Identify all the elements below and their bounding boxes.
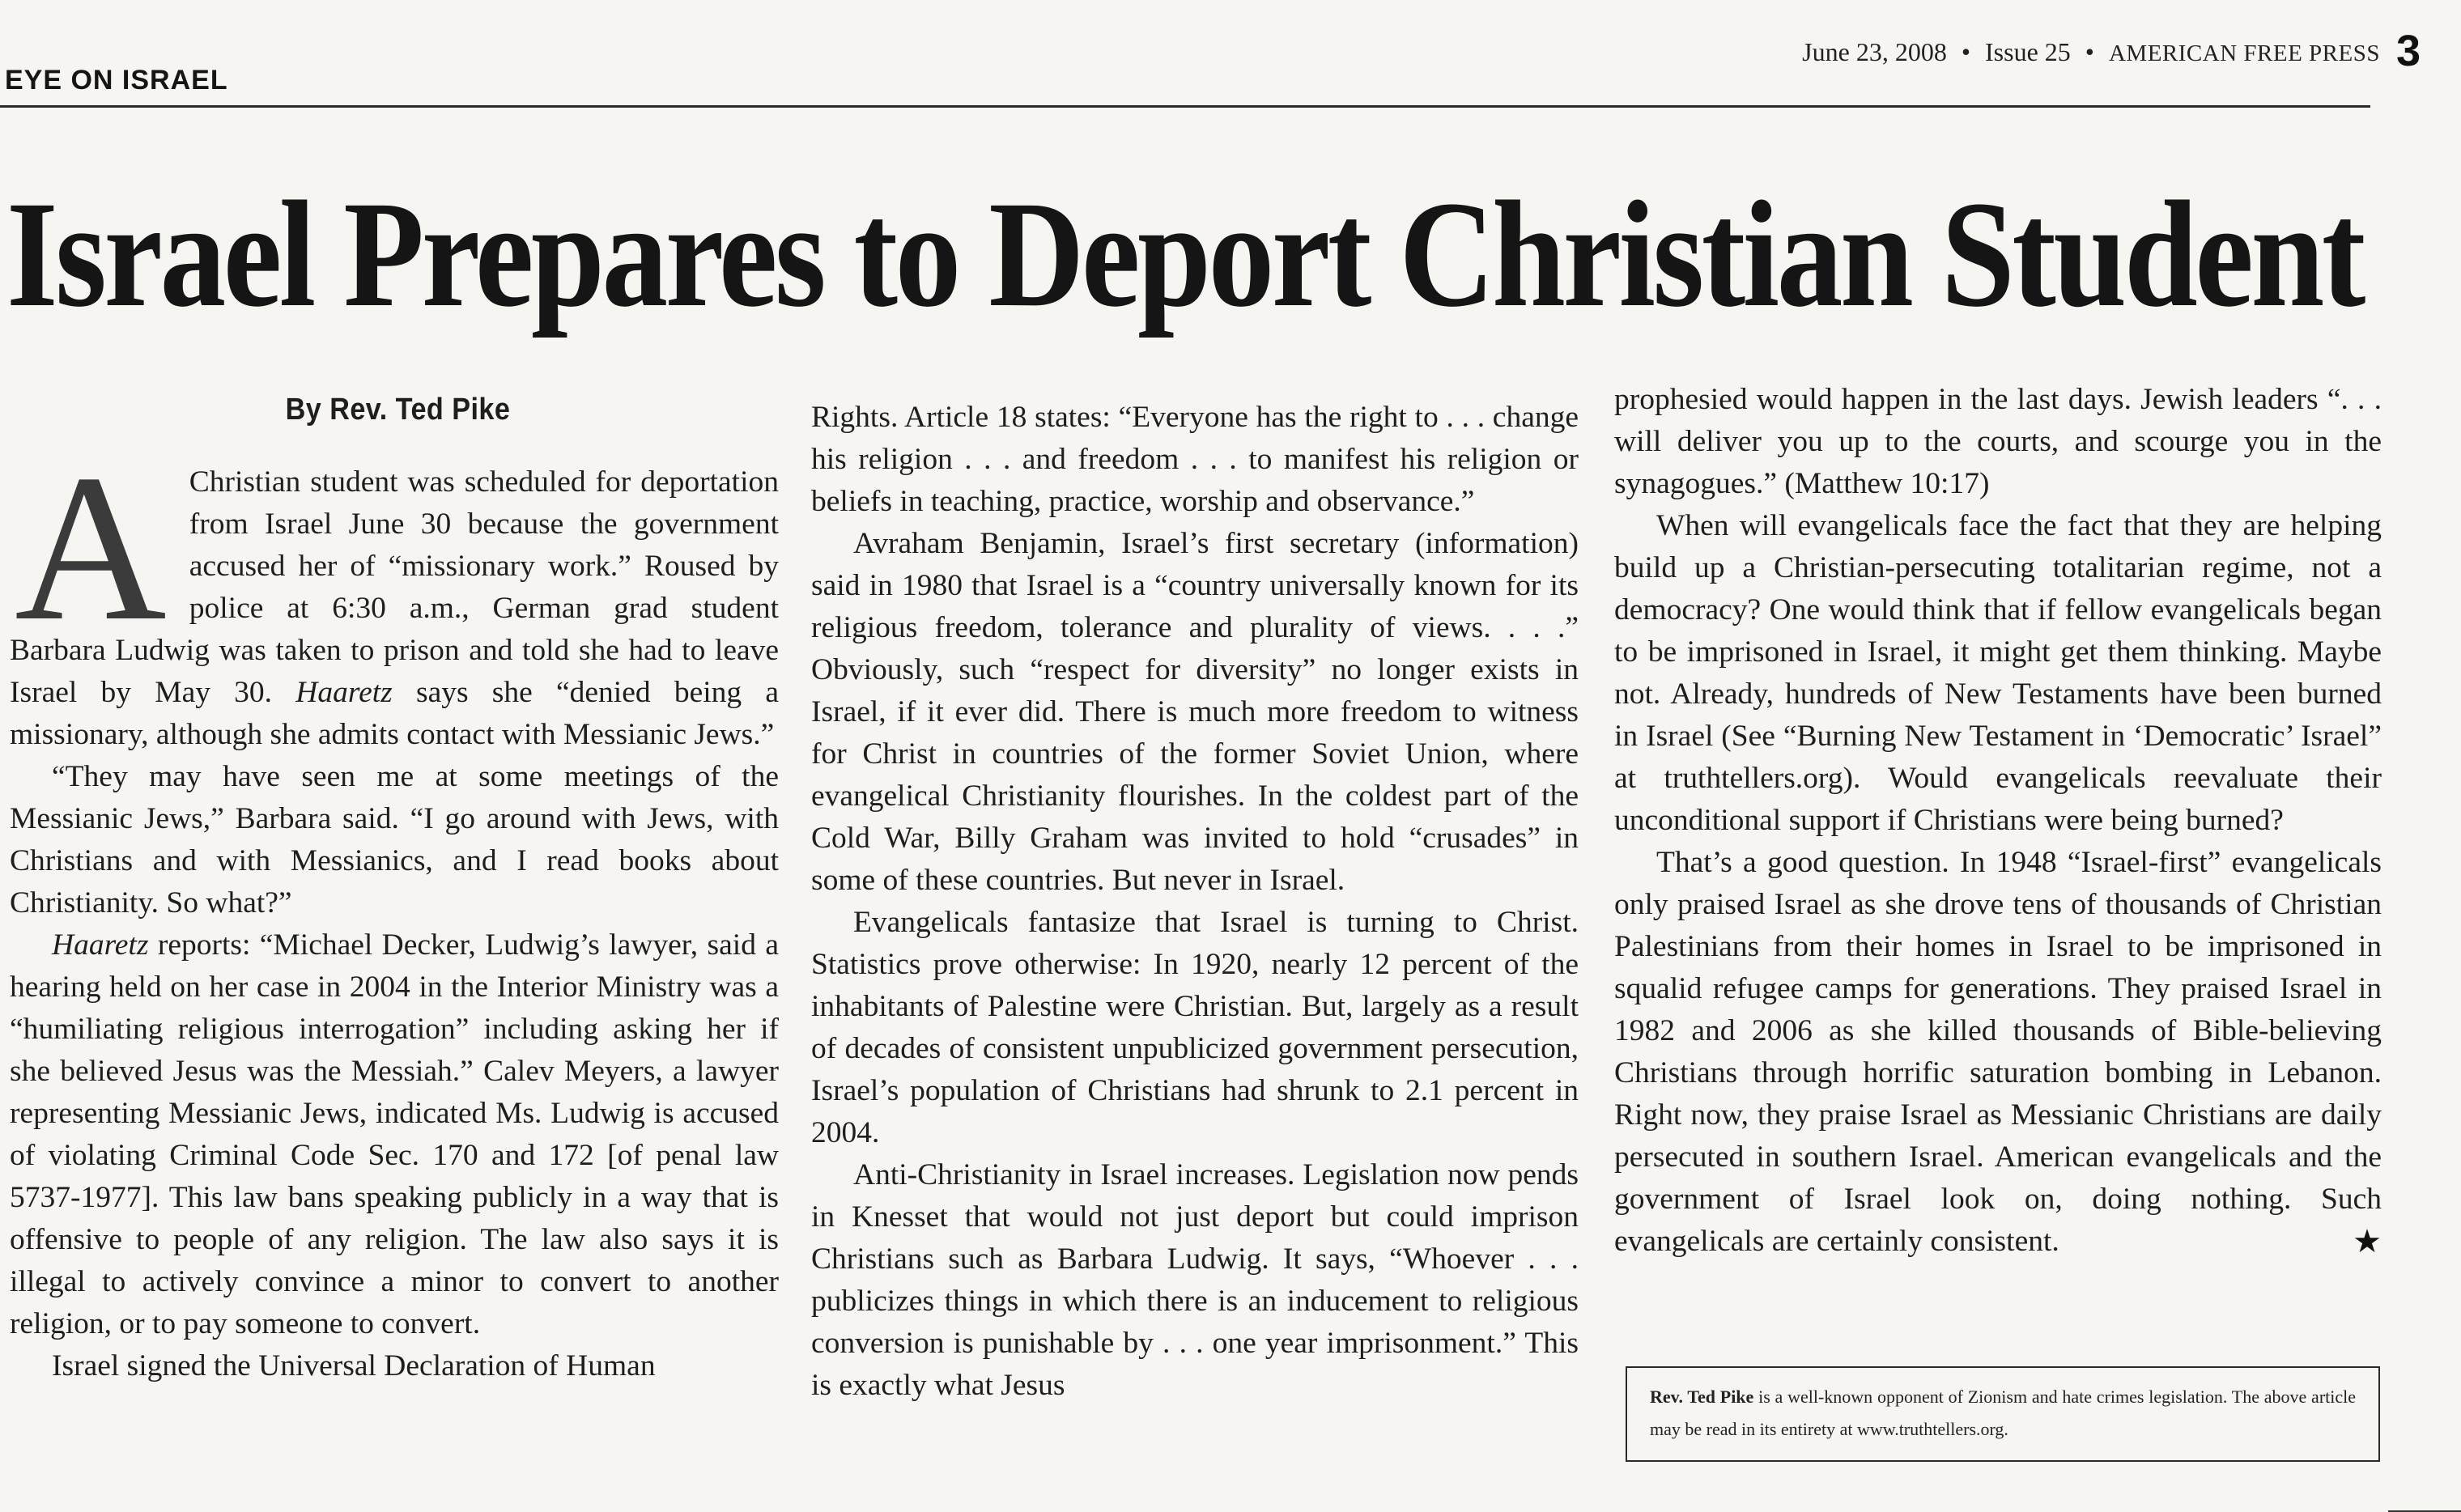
paragraph bbox=[1614, 842, 2382, 1263]
paragraph: Anti-Christianity in Israel increases. Legislation now pends in Knesset that would not just deport but could imprison Christians such as Barbara Ludwig. It says, “Whoever . . . publicizes things in which there is an inducement to religious conversion is punishable by . . . one year imprisonment.” This is exactly what Jesus bbox=[811, 1158, 1579, 1402]
drop-cap: A bbox=[15, 431, 167, 665]
headline: Israel Prepares to Deport Christian Student bbox=[6, 169, 2363, 338]
lead-text: Christian student was scheduled for deportation from Israel June 30 because the government accused her of “missionary work.” Roused by police at 6:30 a.m., German grad student Barbara Ludwig was taken to prison and told she had to leave Israel by May 30. bbox=[10, 465, 779, 709]
paragraph: Avraham Benjamin, Israel’s first secretary (information) said in 1980 that Israel is a “country universally known for its religious freedom, tolerance and plurality of views. . . .” Obviously, such “respect for diversity” no longer exists in Israel, if it ever did. There is much more freedom to witness for Christ in countries of the former Soviet Union, where evangelical Christianity flourishes. In the coldest part of the Cold War, Billy Graham was invited to hold “crusades” in some of these countries. But never in Israel. bbox=[811, 527, 1579, 897]
byline: By Rev. Ted Pike bbox=[285, 393, 511, 427]
paragraph bbox=[10, 924, 779, 1345]
article-column-2 bbox=[811, 397, 1579, 1407]
paragraph: When will evangelicals face the fact that they are helping build up a Christian-persecuting totalitarian regime, not a democracy? One would think that if fellow evangelicals began to be imprisoned in Israel, it might get them thinking. Maybe not. Already, hundreds of New Testaments have been burned in Israel (See “Burning New Testament in ‘Democratic’ Israel” at truthtellers.org). Would evangelicals reevaluate their unconditional support if Christians were being burned? bbox=[1614, 509, 2382, 837]
page-number: 3 bbox=[2395, 27, 2421, 75]
bio-text: is a well-known opponent of Zionism and hate crimes legislation. The above article may be read in its entirety at www.truthtellers.org. bbox=[1650, 1387, 2357, 1439]
haaretz-ref: Haaretz bbox=[295, 676, 393, 709]
end-star-icon: ★ bbox=[2353, 1223, 2382, 1260]
paragraph: prophesied would happen in the last days. Jewish leaders “. . . will deliver you up to the courts, and scourge you in the synagogues.” (Matthew 10:17) bbox=[1614, 383, 2382, 500]
publication-name: AMERICAN FREE PRESS bbox=[2108, 40, 2380, 66]
article-column-1 bbox=[10, 389, 779, 1387]
author-bio-box bbox=[1626, 1366, 2380, 1462]
folio-separator: • bbox=[1961, 37, 1971, 66]
lead-text-rest: says she “denied being a missionary, although she admits contact with Messianic Jews.” bbox=[10, 676, 780, 751]
folio-separator: • bbox=[2085, 37, 2094, 66]
paragraph: Israel signed the Universal Declaration of Human bbox=[52, 1349, 656, 1382]
lead-paragraph bbox=[10, 431, 780, 756]
paragraph: Evangelicals fantasize that Israel is turning to Christ. Statistics prove otherwise: In 1920, nearly 12 percent of the inhabitants of Palestine were Christian. But, largely as a result of decades of consistent unpublicized government persecution, Israel’s population of Christians had shrunk to 2.1 percent in 2004. bbox=[811, 906, 1579, 1149]
paragraph: “They may have seen me at some meetings of the Messianic Jews,” Barbara said. “I go around with Jews, with Christians and with Messianics, and I read books about Christianity. So what?” bbox=[10, 760, 779, 920]
issue-date: June 23, 2008 bbox=[1802, 37, 1947, 66]
folio-line bbox=[1802, 37, 2380, 67]
paragraph: Rights. Article 18 states: “Everyone has the right to . . . change his religion . . . and freedom . . . to manifest his religion or beliefs in teaching, practice, worship and observance.” bbox=[811, 401, 1579, 518]
article-column-3 bbox=[1614, 379, 2382, 1263]
header-rule bbox=[0, 105, 2370, 108]
paragraph-text: reports: “Michael Decker, Ludwig’s lawyer, said a hearing held on her case in 2004 in the Interior Ministry was a “humiliating religious interrogation” including asking her if she believed Jesus was the Messiah.” Calev Meyers, a lawyer representing Messianic Jews, indicated Ms. Ludwig is accused of violating Criminal Code Sec. 170 and 172 [of penal law 5737-1977]. This law bans speaking publicly in a way that is offensive to people of any religion. The law also says it is illegal to actively convince a minor to convert to another religion, or to pay someone to convert. bbox=[10, 928, 779, 1340]
bio-author-name: Rev. Ted Pike bbox=[1650, 1387, 1754, 1407]
issue-number: Issue 25 bbox=[1985, 37, 2071, 66]
section-label: EYE ON ISRAEL bbox=[5, 65, 228, 96]
haaretz-ref: Haaretz bbox=[52, 928, 149, 962]
paragraph-text: That’s a good question. In 1948 “Israel-first” evangelicals only praised Israel as she drove tens of thousands of Christian Palestinians from their homes in Israel to be imprisoned in squalid refugee camps for generations. They praised Israel in 1982 and 2006 as she killed thousands of Bible-believing Christians through horrific saturation bombing in Lebanon. Right now, they praise Israel as Messianic Christians are daily persecuted in southern Israel. American evangelicals and the government of Israel look on, doing nothing. Such evangelicals are certainly consistent. bbox=[1614, 846, 2382, 1258]
